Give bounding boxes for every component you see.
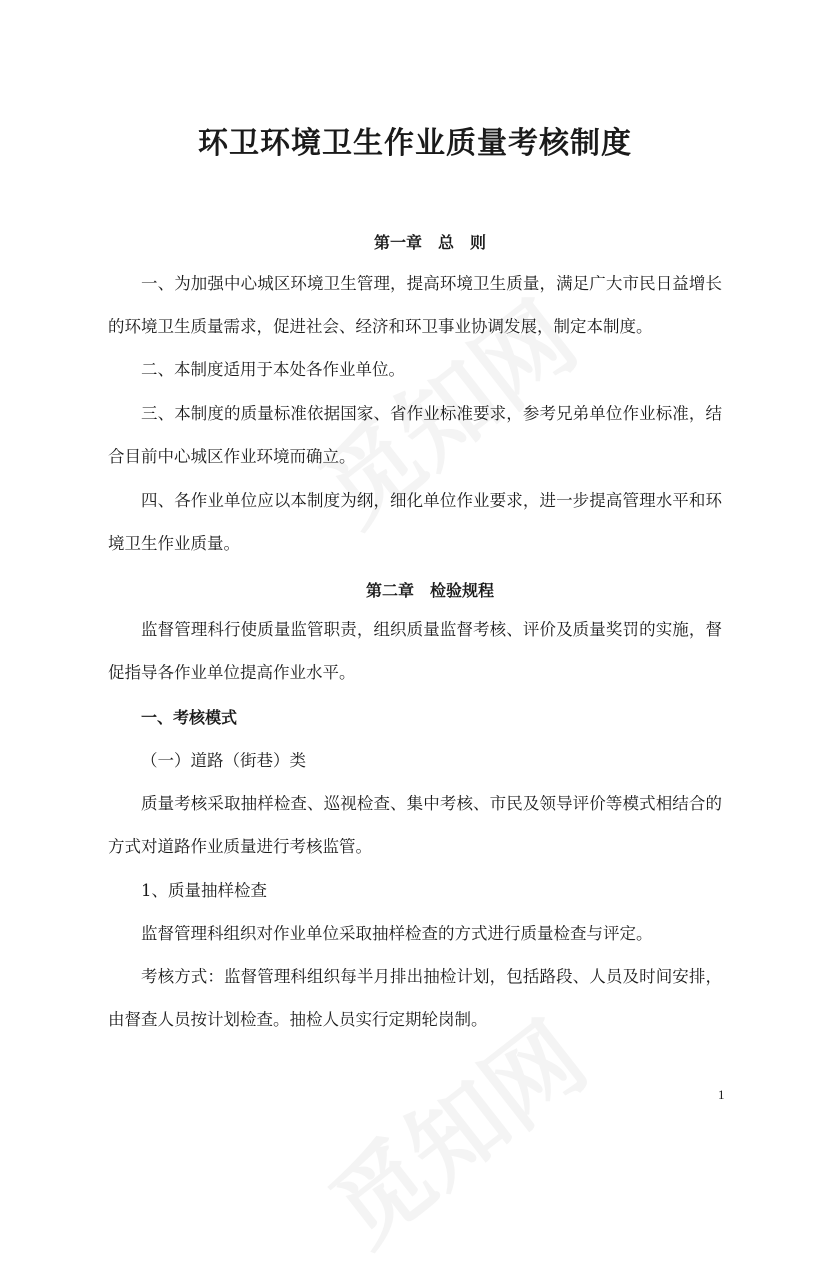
paragraph: 三、本制度的质量标准依据国家、省作业标准要求，参考兄弟单位作业标准，结合目前中心城区作业环境而确立。 — [108, 404, 722, 466]
paragraph: 监督管理科组织对作业单位采取抽样检查的方式进行质量检查与评定。 — [141, 924, 653, 943]
paragraph: 一、为加强中心城区环境卫生管理，提高环境卫生质量，满足广大市民日益增长的环境卫生质量需求，促进社会、经济和环卫事业协调发展，制定本制度。 — [108, 274, 722, 336]
page-number: 1 — [718, 1087, 725, 1102]
chapter-heading: 第二章 检验规程 — [365, 581, 494, 600]
paragraph: 考核方式：监督管理科组织每半月排出抽检计划，包括路段、人员及时间安排，由督查人员按计划检查。抽检人员实行定期轮岗制。 — [108, 967, 722, 1029]
paragraph: 二、本制度适用于本处各作业单位。 — [141, 360, 405, 379]
chapter-heading: 第一章 总 则 — [373, 233, 486, 252]
paragraph: 质量考核采取抽样检查、巡视检查、集中考核、市民及领导评价等模式相结合的方式对道路作业质量进行考核监管。 — [108, 794, 722, 856]
section-heading: 一、考核模式 — [141, 708, 238, 727]
document-title: 环卫环境卫生作业质量考核制度 — [198, 126, 632, 161]
subsection-heading: （一）道路（街巷）类 — [141, 751, 306, 770]
paragraph: 监督管理科行使质量监管职责，组织质量监督考核、评价及质量奖罚的实施，督促指导各作业单位提高作业水平。 — [108, 620, 722, 682]
item-heading: 1、质量抽样检查 — [141, 881, 267, 900]
paragraph: 四、各作业单位应以本制度为纲，细化单位作业要求，进一步提高管理水平和环境卫生作业质量。 — [108, 491, 722, 553]
